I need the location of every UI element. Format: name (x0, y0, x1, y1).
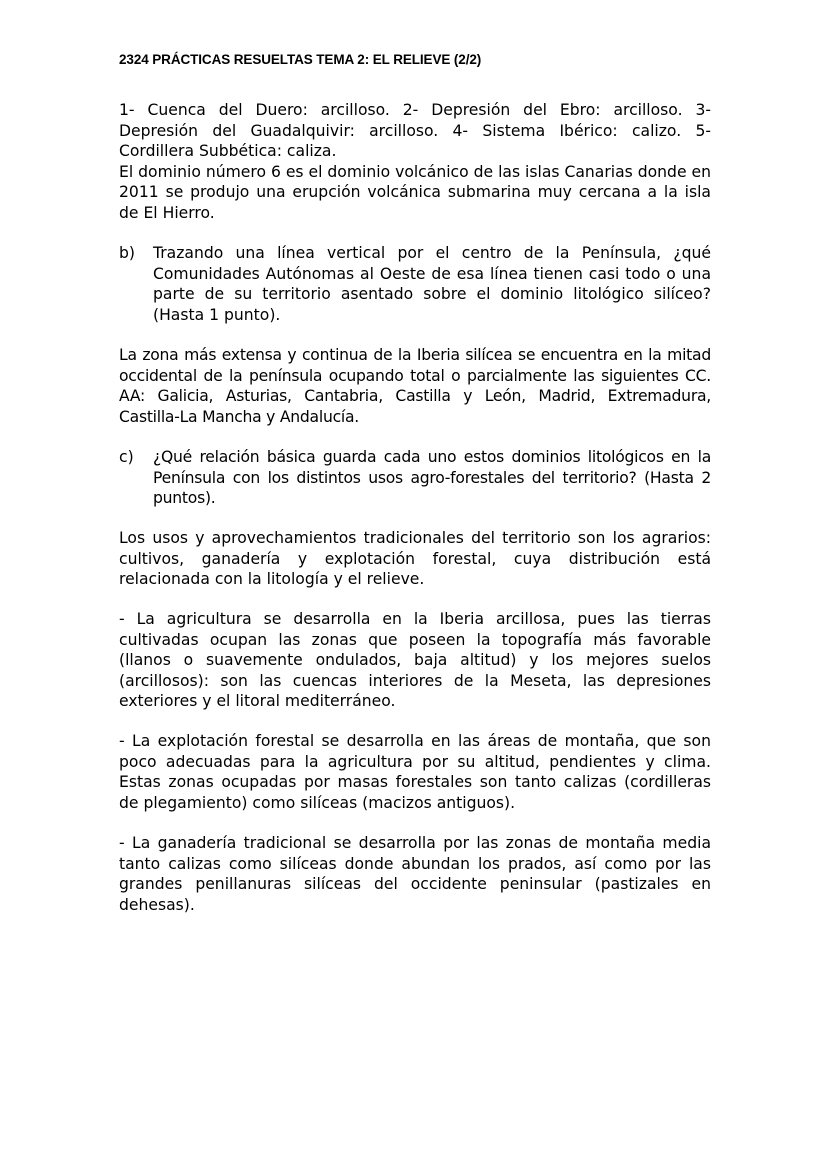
answer-b-paragraph: La zona más extensa y continua de la Iberia silícea se encuentra en la mitad occidental de la península ocupando total o parcialmente las siguientes CC. AA: Galicia, Asturias, Cantabria, Castilla y León, Madrid, Extremadura, Castilla-La Mancha y Andalucía. (119, 346, 711, 426)
answer-c-forestry: - La explotación forestal se desarrolla en las áreas de montaña, que son poco adecuadas para la agricultura por su altitud, pendientes y clima. Estas zonas ocupadas por masas forestales son tanto calizas (cordilleras de plegamiento) como silíceas (macizos antiguos). (119, 732, 711, 812)
question-c-text: ¿Qué relación básica guarda cada uno estos dominios litológicos en la Península con los distintos usos agro-forestales del territorio? (Hasta 2 puntos). (153, 448, 711, 507)
question-b-marker: b) (119, 244, 135, 262)
question-c (119, 447, 711, 509)
question-c-marker: c) (119, 448, 134, 466)
page-title: 2324 PRÁCTICAS RESUELTAS TEMA 2: EL RELIEVE (2/2) (119, 52, 482, 67)
answer-c-agriculture: - La agricultura se desarrolla en la Iberia arcillosa, pues las tierras cultivadas ocupan las zonas que poseen la topografía más favorable (llanos o suavemente ondulados, baja altitud) y los mejores suelos (arcillosos): son las cuencas interiores de la Meseta, las depresiones exteriores y el litoral mediterráneo. (119, 610, 711, 710)
answer-a-paragraph-2: El dominio número 6 es el dominio volcánico de las islas Canarias donde en 2011 se produjo una erupción volcánica submarina muy cercana a la isla de El Hierro. (119, 162, 711, 222)
question-b (119, 243, 711, 325)
answer-a-paragraph-1: 1- Cuenca del Duero: arcilloso. 2- Depresión del Ebro: arcilloso. 3- Depresión del Guadalquivir: arcilloso. 4- Sistema Ibérico: calizo. 5- Cordillera Subbética: caliza. (119, 101, 711, 160)
answer-c-intro: Los usos y aprovechamientos tradicionales del territorio son los agrarios: cultivos, ganadería y explotación forestal, cuya distribución está relacionada con la litología y el relieve. (119, 529, 711, 588)
answer-c-livestock: - La ganadería tradicional se desarrolla por las zonas de montaña media tanto calizas como silíceas donde abundan los prados, así como por las grandes penillanuras silíceas del occidente peninsular (pastizales en dehesas). (119, 834, 711, 914)
question-b-text: Trazando una línea vertical por el centro de la Península, ¿qué Comunidades Autónomas al Oeste de esa línea tienen casi todo o una parte de su territorio asentado sobre el dominio litológico silíceo? (Hasta 1 punto). (153, 244, 711, 324)
